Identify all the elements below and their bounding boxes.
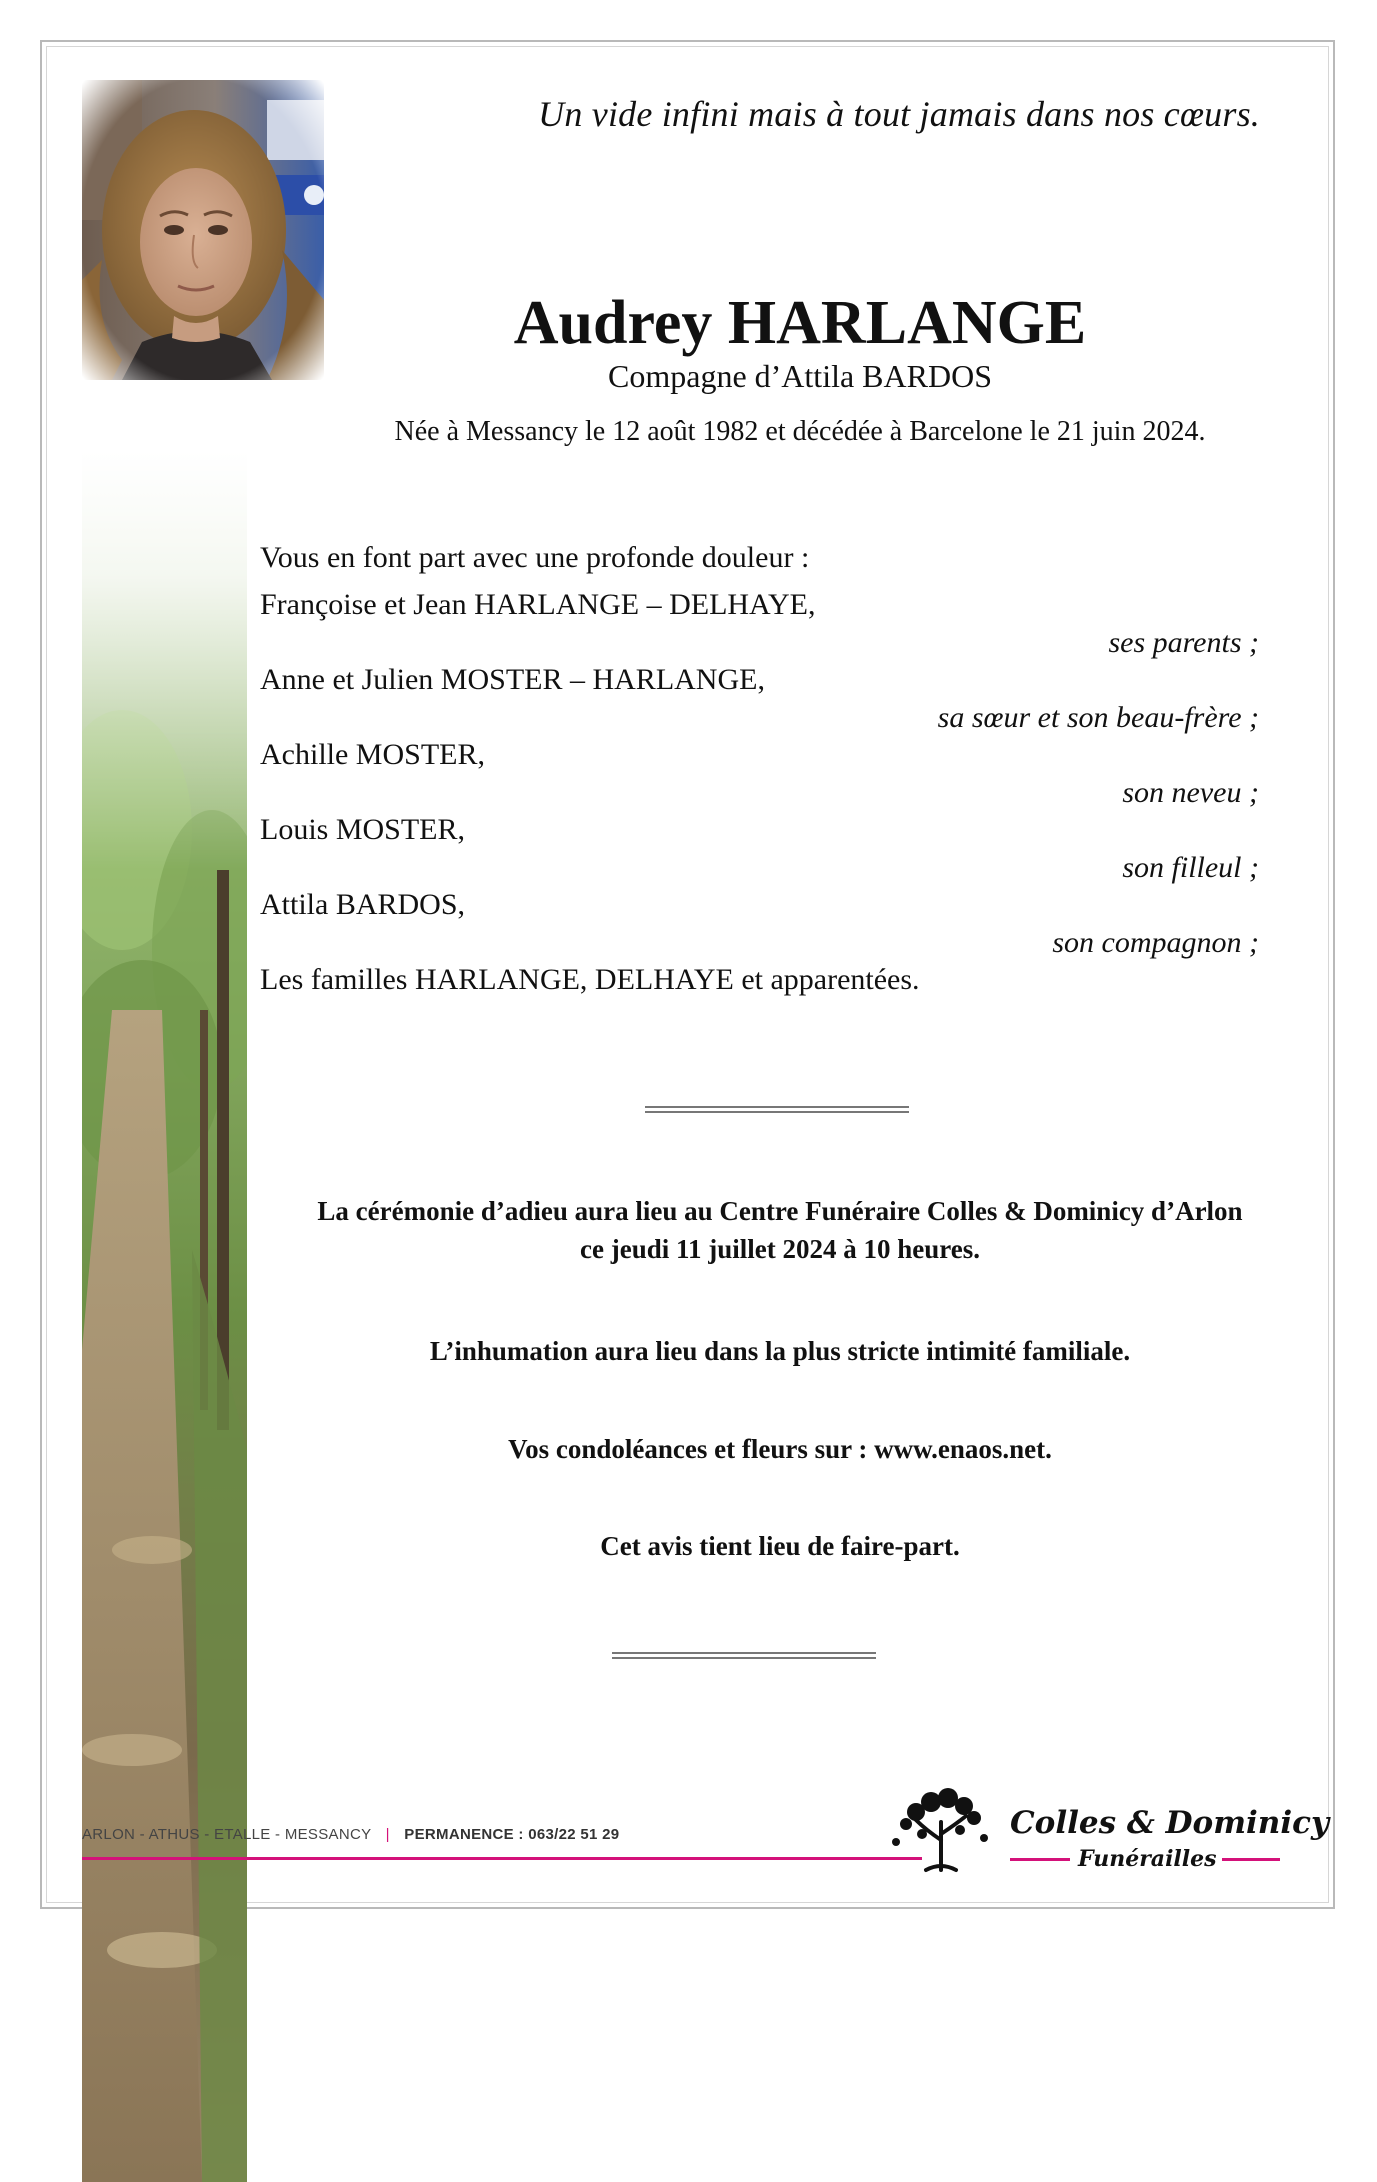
footer-separator: | xyxy=(385,1826,390,1843)
family-member-role: son compagnon ; xyxy=(1052,926,1259,959)
logo-accent-line xyxy=(1010,1858,1070,1861)
family-member-role: son filleul ; xyxy=(1122,851,1259,884)
birth-death-line: Née à Messancy le 12 août 1982 et décédée à Barcelone le 21 juin 2024. xyxy=(394,416,1206,447)
burial-info: L’inhumation aura lieu dans la plus stricte intimité familiale. xyxy=(429,1336,1131,1366)
deceased-portrait xyxy=(82,80,324,380)
family-member-name: Les familles HARLANGE, DELHAYE et apparentées. xyxy=(260,963,920,996)
epitaph-quote: Un vide infini mais à tout jamais dans nos cœurs. xyxy=(538,94,1260,134)
family-member-name: Françoise et Jean HARLANGE – DELHAYE, xyxy=(260,588,816,621)
logo-name: Colles & Dominicy xyxy=(1010,1805,1329,1841)
section-divider xyxy=(612,1652,876,1659)
family-member-name: Attila BARDOS, xyxy=(260,888,466,921)
footer-locations: ARLON - ATHUS - ETALLE - MESSANCY xyxy=(82,1826,372,1843)
family-member-name: Anne et Julien MOSTER – HARLANGE, xyxy=(260,663,765,696)
announcement-intro: Vous en font part avec une profonde douleur : xyxy=(260,541,810,574)
logo-subtitle: Funérailles xyxy=(1078,1846,1217,1872)
family-member-role: son neveu ; xyxy=(1122,776,1259,809)
ceremony-line-1: La cérémonie d’adieu aura lieu au Centre Funéraire Colles & Dominicy d’Arlon xyxy=(317,1196,1243,1226)
footer-accent-line xyxy=(82,1857,922,1860)
notice-text: Cet avis tient lieu de faire-part. xyxy=(600,1531,960,1561)
tree-icon xyxy=(886,1782,996,1874)
family-member-name: Achille MOSTER, xyxy=(260,738,485,771)
section-divider xyxy=(645,1106,909,1113)
ceremony-info xyxy=(250,1192,1310,1268)
logo-accent-line xyxy=(1222,1858,1280,1861)
family-member-name: Louis MOSTER, xyxy=(260,813,466,846)
companion-line: Compagne d’Attila BARDOS xyxy=(608,358,992,394)
deceased-name: Audrey HARLANGE xyxy=(513,289,1087,357)
ceremony-line-2: ce jeudi 11 juillet 2024 à 10 heures. xyxy=(580,1234,980,1264)
family-member-role: sa sœur et son beau-frère ; xyxy=(937,701,1259,734)
condolences-info: Vos condoléances et fleurs sur : www.enaos.net. xyxy=(508,1434,1052,1464)
forest-fade-overlay xyxy=(82,450,247,870)
family-member-role: ses parents ; xyxy=(1108,626,1259,659)
footer-permanence: PERMANENCE : 063/22 51 29 xyxy=(404,1826,620,1843)
footer-contact xyxy=(82,1826,619,1843)
